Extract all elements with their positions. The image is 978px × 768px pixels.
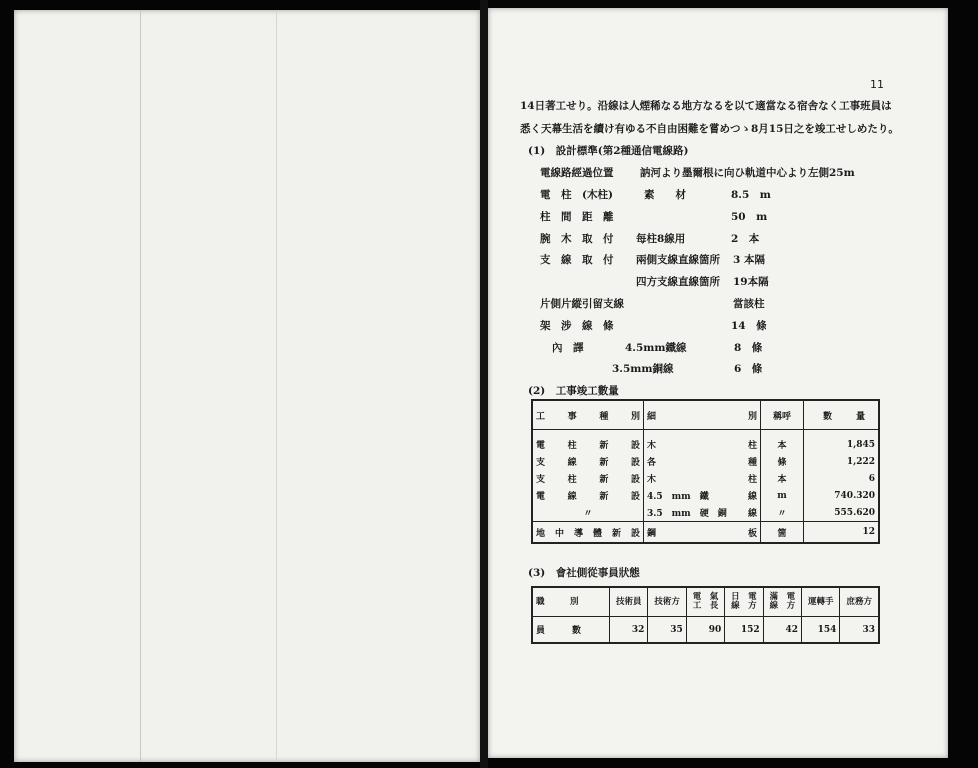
header-qty-left: 數: [823, 411, 833, 422]
spec-label: 電線路經過位置: [540, 167, 614, 179]
spec-label: 內 譯: [552, 342, 584, 354]
header-detail-left: 細: [647, 411, 657, 422]
header-unit: 稱呼: [761, 400, 804, 430]
header-kind: 工 事 種 別: [532, 400, 644, 430]
header-qty-right: 量: [855, 411, 865, 422]
cell-count: 42: [763, 617, 801, 644]
spec-label: 柱 間 距 離: [540, 211, 614, 223]
cell-unit: 本: [761, 430, 804, 454]
header-cell: 技術員: [610, 587, 648, 617]
table-row: [532, 487, 879, 504]
cell-kind: 電線新設: [532, 487, 644, 504]
spec-label: 腕 木 取 付: [540, 233, 614, 245]
spec-detail: 每柱8線用: [636, 233, 686, 245]
header-detail-right: 別: [747, 411, 757, 422]
cell-unit: 〃: [761, 504, 804, 522]
cell-count: 32: [610, 617, 648, 644]
spec-detail: 四方支線直線箇所: [636, 276, 720, 288]
staff-status-table: [531, 586, 880, 644]
cell-quantity: 12: [804, 522, 880, 544]
cell-quantity: 6: [868, 473, 875, 484]
book-spine: [480, 0, 488, 768]
header-quantity: [804, 400, 880, 430]
cell-detail: 木 柱: [644, 470, 761, 487]
section3-heading: (3) 會社側從事員狀態: [528, 567, 640, 579]
spec-label: 電 柱 (木柱): [540, 189, 613, 201]
spec-detail: 兩側支線直線箇所: [636, 254, 720, 266]
spec-value: 8.5 m: [731, 189, 771, 201]
spec-value: 19本隔: [733, 276, 769, 288]
cell-detail: 木 柱: [644, 430, 761, 454]
spec-label: 架 涉 線 條: [540, 320, 614, 332]
header-cell: 技術方: [648, 587, 686, 617]
cell-quantity: 740.320: [834, 490, 875, 501]
cell-count: 152: [725, 617, 763, 644]
cell-quantity: 1,222: [846, 456, 875, 467]
spec-value: 50 m: [731, 211, 768, 223]
cell-kind: 地中導體新設: [532, 522, 644, 544]
table-row: [532, 453, 879, 470]
table-row: [532, 617, 879, 644]
cell-count: 154: [802, 617, 840, 644]
cell-count: 33: [862, 624, 875, 635]
header-cell: 電 氣 工 長: [686, 587, 724, 617]
header-cell: 庶務方: [840, 587, 879, 617]
spec-value: 當該柱: [733, 298, 765, 310]
spec-value: 8 條: [734, 342, 763, 354]
spec-detail: 素 材: [644, 189, 686, 201]
cell-detail: 4.5 mm 鐵 線: [644, 487, 761, 504]
header-category: 職 別: [532, 587, 610, 617]
works-quantity-table: [531, 399, 880, 544]
right-text-page: [488, 8, 948, 758]
cell-unit: 條: [761, 453, 804, 470]
table-header-row: [532, 400, 879, 430]
cell-detail: 各 種: [644, 453, 761, 470]
table-row: [532, 504, 879, 522]
header-cell: 日 電 線 方: [725, 587, 763, 617]
cell-count: 90: [686, 617, 724, 644]
cell-quantity: 555.620: [834, 507, 875, 518]
header-cell: 運轉手: [802, 587, 840, 617]
intro-line-1: 14日著工せり。沿線は人煙稀なる地方なるを以て適當なる宿舎なく工事班員は: [520, 100, 892, 112]
section2-heading: (2) 工事竣工數量: [528, 385, 619, 397]
intro-line-2: 悉く天幕生活を續け有ゆる不自由困難を嘗めつゝ8月15日之を竣工せしめたり。: [520, 123, 899, 135]
spec-value: 2 本: [731, 233, 760, 245]
cell-kind: 電柱新設: [532, 430, 644, 454]
spec-detail: 訥河より墨爾根に向ひ軌道中心より左側25m: [640, 167, 855, 179]
page-fold-line: [276, 10, 277, 762]
spec-label: 片側片縱引留支線: [540, 298, 624, 310]
cell-unit: 本: [761, 470, 804, 487]
cell-unit: 箇: [761, 522, 804, 544]
header-detail: [644, 400, 761, 430]
table-row: [532, 522, 879, 544]
cell-kind: 支柱新設: [532, 470, 644, 487]
spec-label: 支 線 取 付: [540, 254, 614, 266]
cell-unit: m: [761, 487, 804, 504]
cell-detail: 3.5 mm 硬 銅 線: [644, 504, 761, 522]
page-number: 11: [870, 78, 884, 91]
cell-kind: 〃: [532, 504, 644, 522]
spec-value: 3 本隔: [733, 254, 765, 266]
cell-quantity: 1,845: [846, 439, 875, 450]
cell-kind: 支線新設: [532, 453, 644, 470]
page-fold-line: [140, 10, 141, 762]
table-row: [532, 430, 879, 454]
section1-heading: (1) 設計標準(第2種通信電線路): [528, 145, 689, 157]
cell-detail: 鋼 板: [644, 522, 761, 544]
table-header-row: [532, 587, 879, 617]
spec-value: 6 條: [734, 363, 763, 375]
left-blank-page: [14, 10, 480, 762]
table-row: [532, 470, 879, 487]
spec-detail: 3.5mm銅線: [612, 363, 674, 375]
spec-detail: 4.5mm鐵線: [625, 342, 687, 354]
row-label: 員 數: [532, 617, 610, 644]
cell-count: 35: [648, 617, 686, 644]
header-cell: 滿 電 線 方: [763, 587, 801, 617]
spec-value: 14 條: [731, 320, 767, 332]
